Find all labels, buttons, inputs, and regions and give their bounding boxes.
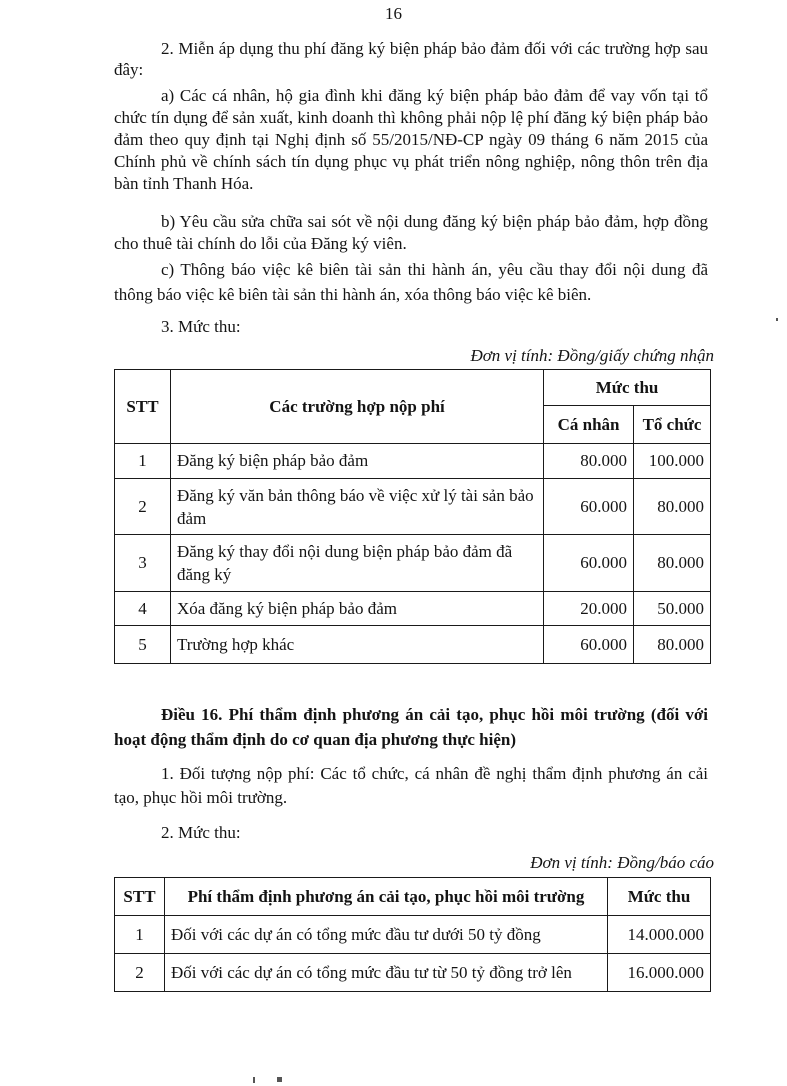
row-individual-fee: 80.000: [544, 444, 634, 479]
article16-title: Điều 16. Phí thẩm định phương án cải tạo, phục hồi môi trường (đối với hoạt động thẩm định do cơ quan địa phương thực hiện): [114, 705, 708, 749]
row-stt: 5: [115, 626, 171, 664]
row-individual-fee: 60.000: [544, 535, 634, 592]
section2-item-a: a) Các cá nhân, hộ gia đình khi đăng ký biện pháp bảo đảm để vay vốn tại tổ chức tín dụng để sản xuất, kinh doanh thì không phải nộp lệ phí đăng ký biện pháp bảo đảm theo quy định tại Nghị định số 55/2015/NĐ-CP ngày 09 tháng 6 năm 2015 của Chính phủ về chính sách tín dụng phục vụ phát triển nông nghiệp, nông thôn trên địa bàn tỉnh Thanh Hóa.: [114, 86, 708, 193]
table-row: [115, 444, 711, 479]
page-number: 16: [385, 4, 402, 23]
fee-unit-label: Đơn vị tính: Đồng/giấy chứng nhận: [470, 346, 714, 365]
table-header-row: [115, 878, 711, 916]
row-stt: 2: [115, 479, 171, 535]
row-stt: 3: [115, 535, 171, 592]
row-case: Đăng ký biện pháp bảo đảm: [170, 444, 543, 479]
header-stt: STT: [115, 878, 165, 916]
scan-speck: [253, 1077, 255, 1083]
row-fee-name: Đối với các dự án có tổng mức đầu tư dưới 50 tỷ đồng: [164, 916, 607, 954]
row-organization-fee: 80.000: [634, 535, 711, 592]
row-organization-fee: 80.000: [634, 479, 711, 535]
table-row: [115, 535, 711, 592]
row-individual-fee: 60.000: [544, 479, 634, 535]
header-fee-name: Phí thẩm định phương án cải tạo, phục hồi môi trường: [164, 878, 607, 916]
scan-speck: [776, 318, 778, 321]
row-individual-fee: 20.000: [544, 592, 634, 626]
article16-item2: 2. Mức thu:: [161, 823, 241, 842]
row-individual-fee: 60.000: [544, 626, 634, 664]
row-fee-name: Đối với các dự án có tổng mức đầu tư từ 50 tỷ đồng trở lên: [164, 954, 607, 992]
row-case: Đăng ký văn bản thông báo về việc xử lý tài sản bảo đảm: [170, 479, 543, 535]
row-organization-fee: 80.000: [634, 626, 711, 664]
row-stt: 2: [115, 954, 165, 992]
header-organization: Tổ chức: [634, 406, 711, 444]
registration-fee-table: [114, 369, 711, 664]
appraisal-fee-table: [114, 877, 711, 992]
header-case: Các trường hợp nộp phí: [170, 370, 543, 444]
appraisal-unit-label: Đơn vị tính: Đồng/báo cáo: [530, 853, 714, 872]
row-organization-fee: 100.000: [634, 444, 711, 479]
header-fee: Mức thu: [544, 370, 711, 406]
row-fee: 16.000.000: [608, 954, 711, 992]
table-row: [115, 954, 711, 992]
header-stt: STT: [115, 370, 171, 444]
section2-item-c: c) Thông báo việc kê biên tài sản thi hành án, yêu cầu thay đổi nội dung đã thông báo việc kê biên tài sản thi hành án, xóa thông báo việc kê biên.: [114, 260, 708, 304]
row-stt: 4: [115, 592, 171, 626]
row-stt: 1: [115, 444, 171, 479]
table-row: [115, 916, 711, 954]
row-fee: 14.000.000: [608, 916, 711, 954]
row-case: Trường hợp khác: [170, 626, 543, 664]
article16-item1: 1. Đối tượng nộp phí: Các tổ chức, cá nhân đề nghị thẩm định phương án cải tạo, phục hồi môi trường.: [114, 764, 708, 807]
section3-heading: 3. Mức thu:: [161, 317, 241, 336]
row-stt: 1: [115, 916, 165, 954]
section2-item-b: b) Yêu cầu sửa chữa sai sót về nội dung đăng ký biện pháp bảo đảm, hợp đồng cho thuê tài chính do lỗi của Đăng ký viên.: [114, 212, 708, 253]
table-header-row: [115, 370, 711, 406]
header-fee: Mức thu: [608, 878, 711, 916]
header-individual: Cá nhân: [544, 406, 634, 444]
row-case: Xóa đăng ký biện pháp bảo đảm: [170, 592, 543, 626]
table-row: [115, 592, 711, 626]
table-row: [115, 626, 711, 664]
row-case: Đăng ký thay đổi nội dung biện pháp bảo đảm đã đăng ký: [170, 535, 543, 592]
table-row: [115, 479, 711, 535]
scan-speck: [277, 1077, 282, 1082]
section2-heading: 2. Miễn áp dụng thu phí đăng ký biện pháp bảo đảm đối với các trường hợp sau đây:: [114, 39, 708, 79]
row-organization-fee: 50.000: [634, 592, 711, 626]
